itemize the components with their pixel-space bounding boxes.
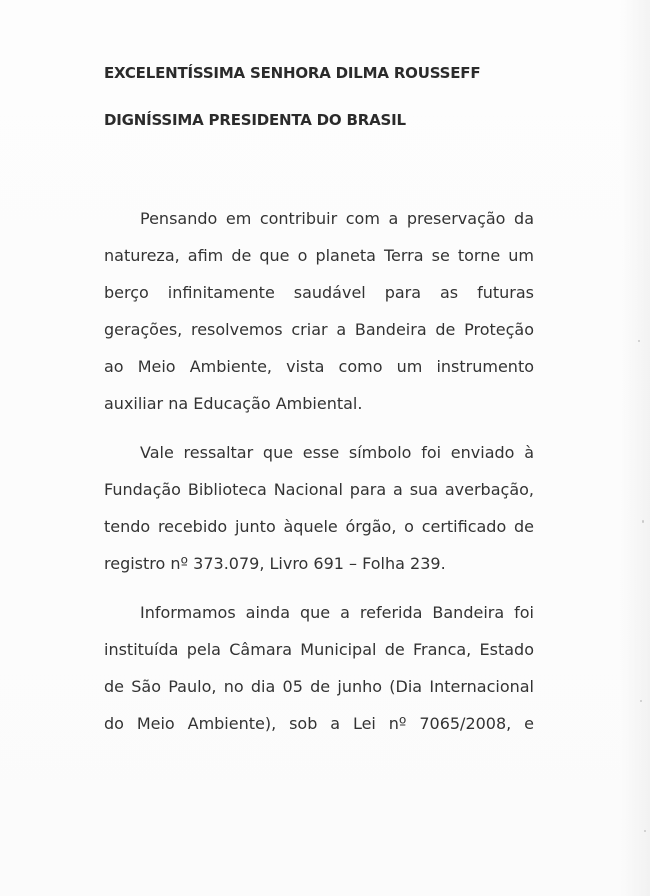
paragraph-1-line-2: natureza, afim de que o planeta Terra se torne um: [104, 246, 534, 265]
letter-body: [104, 200, 534, 742]
paragraph-2-line-2: Fundação Biblioteca Nacional para a sua averbação,: [104, 480, 534, 499]
paragraph-1: [104, 200, 534, 422]
paragraph-3-line-4: do Meio Ambiente), sob a Lei nº 7065/2008, e: [104, 714, 534, 733]
page-edge-shadow: [620, 0, 650, 896]
addressee-subtitle: DIGNÍSSIMA PRESIDENTA DO BRASIL: [104, 111, 406, 129]
paragraph-2-line-4: registro nº 373.079, Livro 691 – Folha 239.: [104, 554, 446, 573]
paragraph-2-line-1: Vale ressaltar que esse símbolo foi enviado à: [140, 443, 534, 462]
paragraph-1-line-3: berço infinitamente saudável para as futuras: [104, 283, 534, 302]
paragraph-3-line-3: de São Paulo, no dia 05 de junho (Dia Internacional: [104, 677, 534, 696]
paragraph-1-line-4: gerações, resolvemos criar a Bandeira de Proteção: [104, 320, 534, 339]
paragraph-3-line-1: Informamos ainda que a referida Bandeira foi: [140, 603, 534, 622]
paragraph-1-line-1: Pensando em contribuir com a preservação da: [140, 209, 534, 228]
paragraph-3: [104, 594, 534, 742]
paragraph-2: [104, 434, 534, 582]
paragraph-3-line-2: instituída pela Câmara Municipal de Franca, Estado: [104, 640, 534, 659]
paragraph-2-line-3: tendo recebido junto àquele órgão, o certificado de: [104, 517, 534, 536]
addressee-title: EXCELENTÍSSIMA SENHORA DILMA ROUSSEFF: [104, 64, 481, 82]
paragraph-1-line-5: ao Meio Ambiente, vista como um instrumento: [104, 357, 534, 376]
paragraph-1-line-6: auxiliar na Educação Ambiental.: [104, 394, 363, 413]
